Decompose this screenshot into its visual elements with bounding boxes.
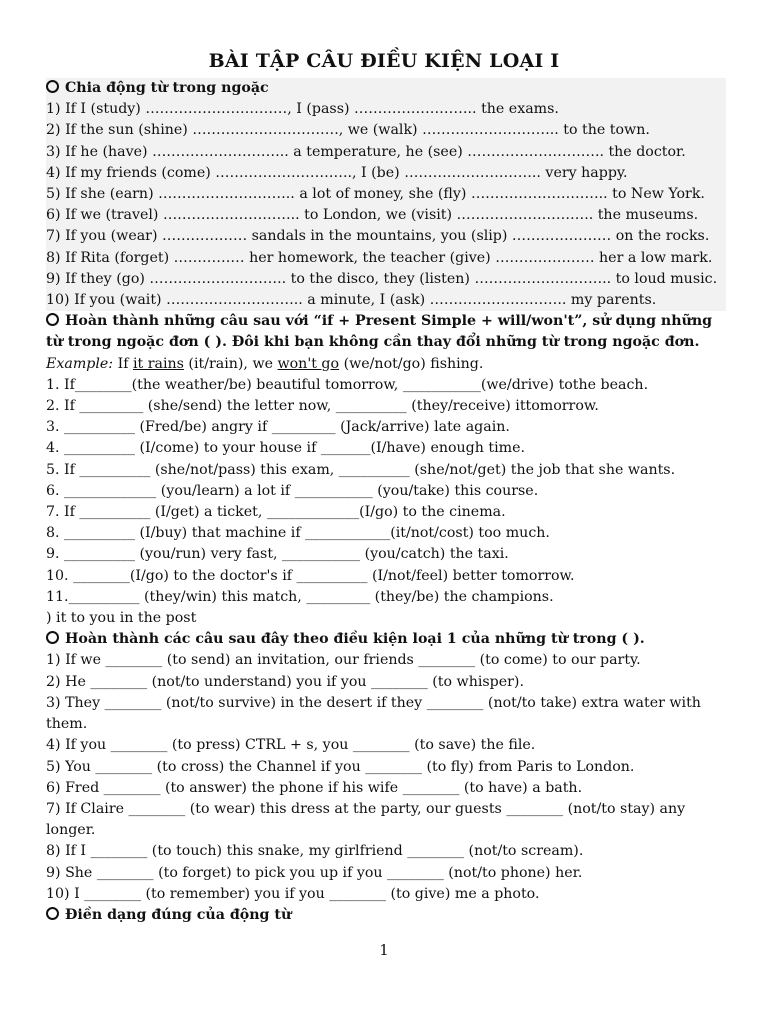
worksheet-content — [46, 78, 726, 926]
section-2-heading: Hoàn thành những câu sau với “if + Present Simple + will/won't”, sử dụng những từ trong ngoặc đơn ( ). Đôi khi bạn không cần thay đổi những từ trong ngoặc đơn. — [46, 313, 713, 351]
exercise-item: 1. If________(the weather/be) beautiful tomorrow, ___________(we/drive) tothe beach. — [46, 376, 649, 393]
exercise-item: 11.__________ (they/win) this match, _________ (they/be) the champions. — [46, 588, 554, 605]
example-sentence: Example: If it rains (it/rain), we won't go (we/not/go) fishing. — [46, 355, 484, 372]
exercise-item: 10. ________(I/go) to the doctor's if __________ (I/not/feel) better tomorrow. — [46, 567, 575, 584]
exercise-item: 7. If __________ (I/get) a ticket, _____________(I/go) to the cinema. — [46, 504, 506, 521]
page-title: BÀI TẬP CÂU ĐIỀU KIỆN LOẠI I — [208, 50, 560, 72]
exercise-item: 10) If you (wait) ……………………….. a minute, I (ask) ……………………….. my parents. — [46, 292, 657, 309]
exercise-item: 7) If Claire ________ (to wear) this dress at the party, our guests ________ (not/to stay) any longer. — [46, 800, 686, 839]
exercise-item: 8) If Rita (forget) …………… her homework, the teacher (give) ………………… her a low mark. — [46, 249, 713, 266]
exercise-item: 6) If we (travel) ……………………….. to London, we (visit) ……………………….. the museums. — [46, 207, 699, 224]
exercise-item: 4) If my friends (come) ……………………….., I (be) ……………………….. very happy. — [46, 164, 628, 181]
exercise-item: 5. If __________ (she/not/pass) this exam, __________ (she/not/get) the job that she wants. — [46, 461, 676, 478]
exercise-item: 10) I ________ (to remember) you if you ________ (to give) me a photo. — [46, 885, 540, 902]
exercise-item: 8. __________ (I/buy) that machine if ____________(it/not/cost) too much. — [46, 525, 550, 542]
exercise-item: 2) He ________ (not/to understand) you if you ________ (to whisper). — [46, 673, 524, 690]
section-3-heading: Hoàn thành các câu sau đây theo điều kiện loại 1 của những từ trong ( ). — [46, 629, 726, 650]
section-2 — [46, 311, 726, 629]
circle-bullet-icon — [46, 313, 59, 326]
page-number: 1 — [379, 941, 389, 959]
section-1 — [46, 78, 726, 311]
circle-bullet-icon — [46, 80, 59, 93]
exercise-item: 5) You ________ (to cross) the Channel if you ________ (to fly) from Paris to London. — [46, 758, 635, 775]
section-3 — [46, 629, 726, 905]
exercise-item: 5) If she (earn) ……………………….. a lot of money, she (fly) ……………………….. to New York. — [46, 186, 705, 203]
exercise-item: 9. __________ (you/run) very fast, ___________ (you/catch) the taxi. — [46, 546, 509, 563]
exercise-item: 9) If they (go) ……………………….. to the disco, they (listen) ……………………….. to loud music. — [46, 270, 718, 287]
exercise-item: 9) She ________ (to forget) to pick you up if you ________ (not/to phone) her. — [46, 864, 583, 881]
exercise-item: 3) If he (have) ……………………….. a temperature, he (see) ……………………….. the doctor. — [46, 143, 686, 160]
exercise-item: 8) If I ________ (to touch) this snake, my girlfriend ________ (not/to scream). — [46, 843, 584, 860]
circle-bullet-icon — [46, 907, 59, 920]
stray-text-fragment: ) it to you in the post — [46, 610, 197, 627]
exercise-item: 2. If _________ (she/send) the letter now, __________ (they/receive) ittomorrow. — [46, 398, 599, 415]
section-1-heading: Chia động từ trong ngoặc — [46, 78, 726, 99]
exercise-item: 3. __________ (Fred/be) angry if _________ (Jack/arrive) late again. — [46, 419, 510, 436]
exercise-item: 3) They ________ (not/to survive) in the desert if they ________ (not/to take) extra water with them. — [46, 694, 701, 733]
exercise-item: 4) If you ________ (to press) CTRL + s, you ________ (to save) the file. — [46, 737, 536, 754]
exercise-item: 4. __________ (I/come) to your house if _______(I/have) enough time. — [46, 440, 526, 457]
section-4 — [46, 905, 726, 926]
exercise-item: 2) If the sun (shine) …………………………., we (walk) ……………………….. to the town. — [46, 122, 650, 139]
exercise-item: 1) If I (study) …………………………, I (pass) …………………….. the exams. — [46, 101, 559, 118]
section-4-heading: Điền dạng đúng của động từ — [46, 905, 726, 926]
exercise-item: 6) Fred ________ (to answer) the phone if his wife ________ (to have) a bath. — [46, 779, 583, 796]
exercise-item: 1) If we ________ (to send) an invitation, our friends ________ (to come) to our party. — [46, 652, 641, 669]
circle-bullet-icon — [46, 631, 59, 644]
exercise-item: 7) If you (wear) ……………… sandals in the mountains, you (slip) ………………… on the rocks. — [46, 228, 710, 245]
exercise-item: 6. _____________ (you/learn) a lot if ___________ (you/take) this course. — [46, 482, 539, 499]
